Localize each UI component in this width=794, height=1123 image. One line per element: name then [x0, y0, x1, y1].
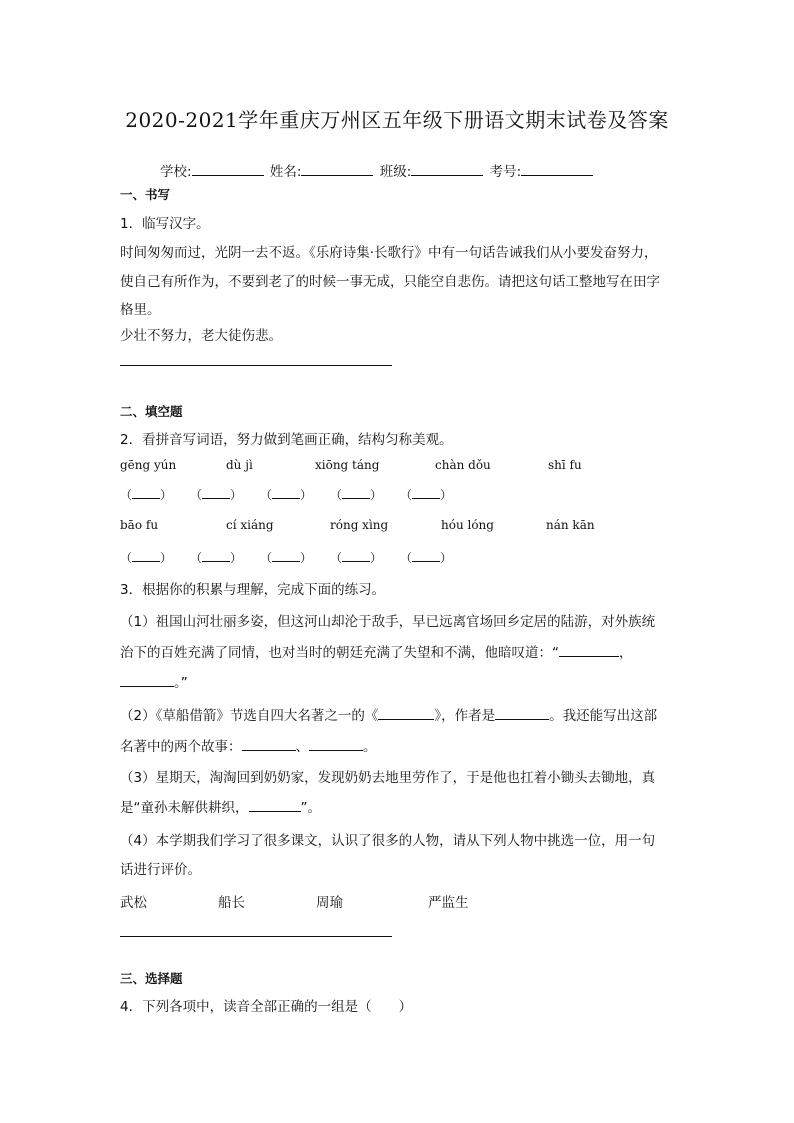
- character-option: 严监生: [428, 895, 469, 911]
- q3-part4-line: （4）本学期我们学习了很多课文，认识了很多的人物，请从下列人物中挑选一位，用一句: [120, 833, 656, 849]
- answer-blank[interactable]: [242, 737, 296, 751]
- pinyin: hóu lóng: [441, 518, 494, 532]
- answer-blank[interactable]: [412, 548, 440, 562]
- number-blank[interactable]: [521, 161, 593, 176]
- answer-paren[interactable]: （ ）: [260, 548, 312, 566]
- question-3: 3．根据你的积累与理解，完成下面的练习。: [120, 582, 386, 598]
- pinyin: róng xìng: [330, 518, 389, 532]
- answer-blank[interactable]: [249, 798, 301, 812]
- answer-paren[interactable]: （ ）: [260, 485, 312, 503]
- q3-part3-line: （3）星期天，淘淘回到奶奶家，发现奶奶去地里劳作了，于是他也扛着小锄头去锄地，真: [120, 770, 656, 786]
- page-title: 2020-2021学年重庆万州区五年级下册语文期末试卷及答案: [125, 108, 669, 132]
- class-label: 班级:: [379, 164, 412, 180]
- answer-paren[interactable]: （ ）: [190, 548, 242, 566]
- answer-blank[interactable]: [495, 706, 549, 720]
- name-label: 姓名:: [269, 164, 302, 180]
- answer-paren[interactable]: （ ）: [400, 485, 452, 503]
- section-heading-choice: 三、选择题: [120, 971, 183, 986]
- answer-blank[interactable]: [342, 485, 370, 499]
- answer-blank[interactable]: [272, 485, 300, 499]
- answer-blank[interactable]: [132, 548, 160, 562]
- pinyin: gēng yún: [120, 458, 177, 472]
- answer-blank[interactable]: [378, 706, 434, 720]
- answer-paren[interactable]: （ ）: [120, 485, 172, 503]
- q3-part1-line: 。”: [120, 671, 188, 691]
- answer-paren[interactable]: （ ）: [400, 548, 452, 566]
- answer-blank[interactable]: [309, 737, 363, 751]
- answer-blank[interactable]: [559, 643, 619, 657]
- student-info: [160, 160, 595, 180]
- number-label: 考号:: [489, 164, 522, 180]
- q3-part3-line: 是“童孙未解供耕织， ”。: [120, 800, 321, 816]
- answer-blank[interactable]: [272, 548, 300, 562]
- answer-paren[interactable]: （ ）: [190, 485, 242, 503]
- pinyin: xiōng táng: [315, 458, 380, 472]
- answer-paren[interactable]: （ ）: [330, 548, 382, 566]
- q1-paragraph-line: 格里。: [120, 302, 161, 318]
- answer-blank[interactable]: [342, 548, 370, 562]
- school-label: 学校:: [160, 164, 192, 180]
- pinyin: nán kān: [546, 518, 595, 532]
- pinyin: bāo fu: [120, 518, 159, 532]
- school-blank[interactable]: [192, 161, 264, 176]
- section-heading-writing: 一、书写: [120, 187, 171, 202]
- q1-paragraph-line: 时间匆匆而过，光阴一去不返。《乐府诗集·长歌行》中有一句话告诫我们从小要发奋努力，: [120, 245, 658, 261]
- pinyin: shī fu: [548, 458, 582, 472]
- class-blank[interactable]: [411, 161, 483, 176]
- question-2: 2．看拼音写词语，努力做到笔画正确，结构匀称美观。: [120, 432, 453, 448]
- q3-part2-line: （2）《草船借箭》节选自四大名著之一的《 》，作者是 。我还能写出这部: [120, 708, 658, 724]
- answer-blank[interactable]: [132, 485, 160, 499]
- q3-part4-line: 话进行评价。: [120, 862, 201, 878]
- pinyin: cí xiáng: [226, 518, 274, 532]
- answer-line[interactable]: [120, 365, 392, 366]
- answer-paren[interactable]: （ ）: [120, 548, 172, 566]
- character-option: 船长: [218, 895, 245, 911]
- answer-blank[interactable]: [202, 548, 230, 562]
- pinyin: chàn dǒu: [435, 458, 491, 472]
- answer-blank[interactable]: [202, 485, 230, 499]
- question-1: 1．临写汉字。: [120, 216, 210, 232]
- q1-sentence: 少壮不努力，老大徒伤悲。: [120, 328, 282, 344]
- q3-part2-line: 名著中的两个故事： 、 。: [120, 739, 377, 755]
- q3-part1-line: 治下的百姓充满了同情，也对当时的朝廷充满了失望和不满，他暗叹道：“ ，: [120, 645, 633, 661]
- character-option: 周瑜: [316, 895, 343, 911]
- pinyin: dù jì: [226, 458, 253, 472]
- q1-paragraph-line: 使自己有所作为，不要到老了的时候一事无成，只能空自悲伤。请把这句话工整地写在田字: [120, 274, 660, 290]
- section-heading-fill: 二、填空题: [120, 404, 183, 419]
- q3-part1-line: （1）祖国山河壮丽多姿，但这河山却沦于敌手，早已远离官场回乡定居的陆游，对外族统: [120, 614, 656, 630]
- character-option: 武松: [120, 895, 147, 911]
- answer-blank[interactable]: [412, 485, 440, 499]
- question-4: 4．下列各项中，读音全部正确的一组是（ ）: [120, 999, 413, 1015]
- answer-line[interactable]: [120, 936, 392, 937]
- answer-blank[interactable]: [120, 673, 174, 687]
- answer-paren[interactable]: （ ）: [330, 485, 382, 503]
- name-blank[interactable]: [301, 161, 373, 176]
